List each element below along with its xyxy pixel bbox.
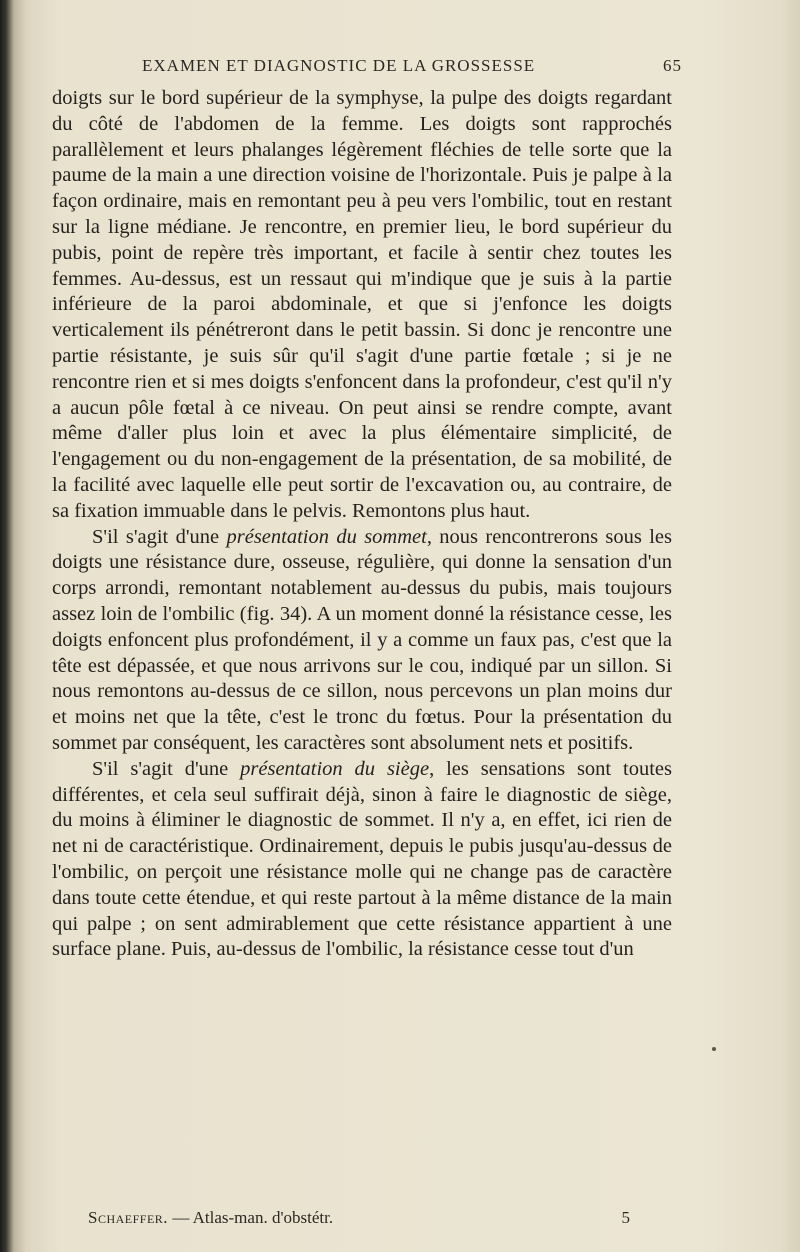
paragraph-3-lead: S'il s'agit d'une	[92, 757, 241, 780]
footer-book-title: Atlas-man. d'obstétr.	[192, 1208, 334, 1227]
paragraph-2-lead: S'il s'agit d'une	[92, 525, 227, 548]
paragraph-1	[52, 86, 672, 525]
paragraph-2-rest: , nous rencontrerons sous les doigts une résistance dure, osseuse, régulière, qui donne la sensation d'un corps arrondi, remontant notablement au-dessus du pubis, mais toujours assez loin de l'ombilic (fig. 34). A un moment donné la résistance cesse, les doigts enfoncent plus profondément, il y a comme un faux pas, c'est que la tête est dépassée, et que nous arrivons sur le cou, indiqué par un sillon. Si nous remontons au-dessus de ce sillon, nous percevons un plan moins dur et moins net que la tête, c'est le tronc du fœtus. Pour la présentation du sommet par conséquent, les caractères sont absolument nets et positifs.	[52, 525, 673, 754]
body-text	[52, 86, 672, 963]
page-footer	[88, 1208, 672, 1232]
paragraph-3	[52, 757, 672, 963]
paragraph-3-emphasis: présentation du siège	[240, 757, 430, 780]
paragraph-2	[52, 525, 672, 757]
paragraph-1-text: doigts sur le bord supérieur de la symphyse, la pulpe des doigts regardant du côté de l'abdomen de la femme. Les doigts sont rapprochés parallèlement et leurs phalanges légèrement fléchies de telle sorte que la paume de la main a une direction voisine de l'horizontale. Puis je palpe à la façon ordinaire, mais en remontant peu à peu vers l'ombilic, tout en restant sur la ligne médiane. Je rencontre, en premier lieu, le bord supérieur du pubis, point de repère très important, et facile à sentir chez toutes les femmes. Au-dessus, est un ressaut qui m'indique que je suis à la partie inférieure de la paroi abdominale, et que si j'enfonce les doigts verticalement ils pénétreront dans le petit bassin. Si donc je rencontre une partie résistante, je suis sûr qu'il s'agit d'une partie fœtale ; si je ne rencontre rien et si mes doigts s'enfoncent dans la profondeur, c'est qu'il n'y a aucun pôle fœtal à ce niveau. On peut ainsi se rendre compte, avant même d'aller plus loin et avec la plus élémentaire simplicité, de l'engagement ou du non-engagement de la présentation, de sa mobilité, de la facilité avec laquelle elle peut sortir de l'excavation ou, au contraire, de sa fixation immuable dans le pelvis. Remontons plus haut.	[52, 87, 672, 522]
footer-separator: —	[172, 1208, 190, 1227]
sheet-number: 5	[621, 1208, 630, 1227]
running-title: EXAMEN ET DIAGNOSTIC DE LA GROSSESSE	[142, 56, 536, 75]
paragraph-3-rest: , les sensations sont toutes différentes, et cela seul suffirait déjà, sinon à faire le diagnostic de siège, du moins à éliminer le diagnostic de sommet. Il n'y a, en effet, ici rien de net ni de caractéristique. Ordinairement, depuis le pubis jusqu'au-dessus de l'ombilic, on perçoit une résistance molle qui ne change pas de caractère dans toute cette étendue, et qui reste partout à la même distance de la main qui palpe ; on sent admirablement que cette résistance appartient à une surface plane. Puis, au-dessus de l'ombilic, la résistance cesse tout d'un	[52, 757, 672, 961]
ink-speck	[712, 1047, 716, 1051]
page-header	[50, 56, 682, 82]
footer-author: Schaeffer.	[88, 1208, 169, 1227]
page-number: 65	[663, 56, 682, 75]
paragraph-2-emphasis: présentation du sommet	[226, 525, 427, 548]
